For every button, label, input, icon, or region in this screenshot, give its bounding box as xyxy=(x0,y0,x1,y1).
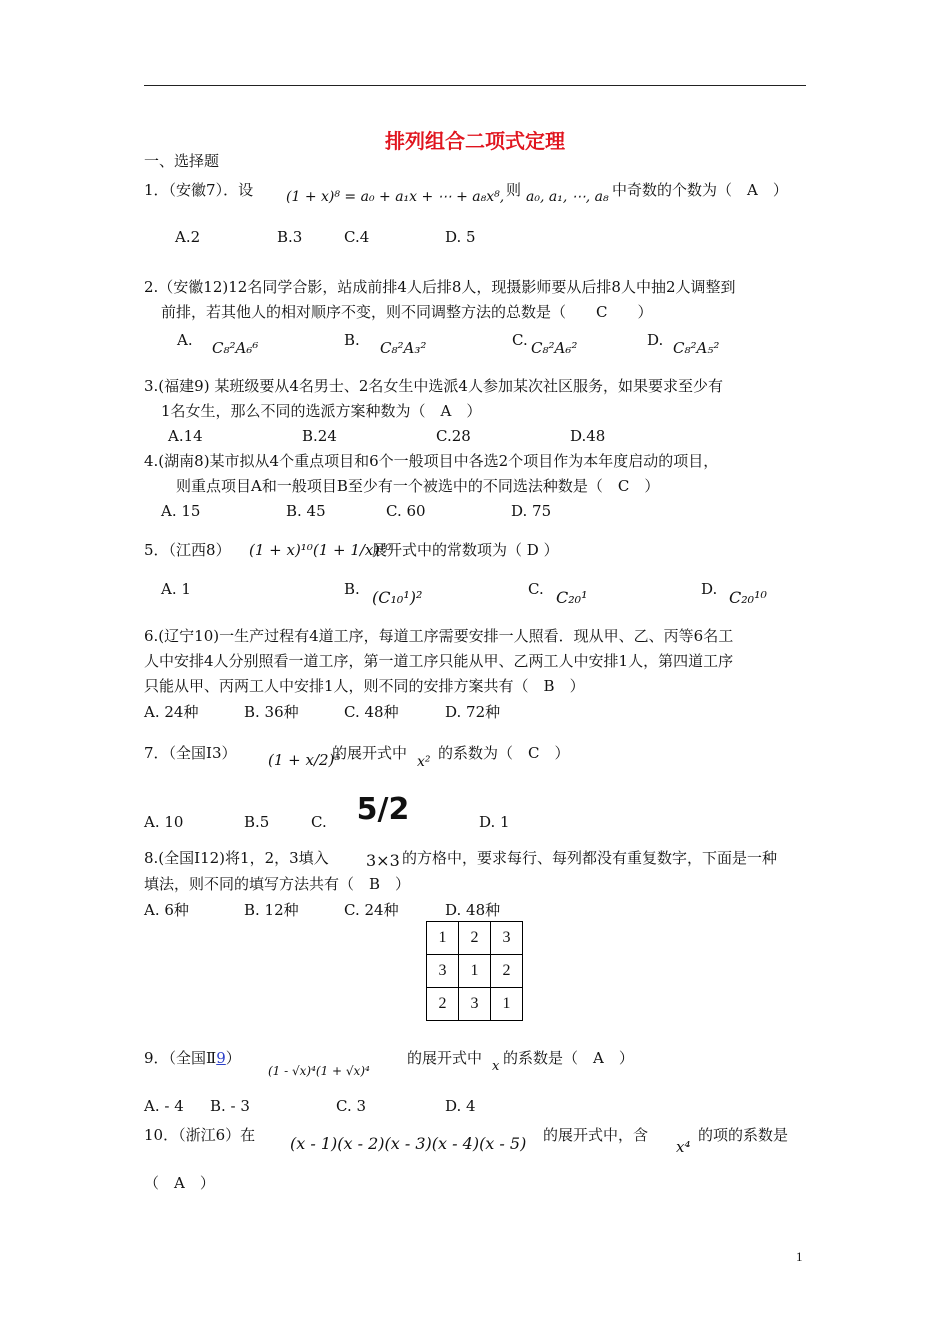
q3-option-a: A.14 xyxy=(168,427,203,445)
q4-option-d: D. 75 xyxy=(511,502,552,520)
q1-option-a: A.2 xyxy=(175,228,201,246)
q7-term: x² xyxy=(417,754,431,770)
q8-line-2: 填法，则不同的填写方法共有（ B ） xyxy=(144,875,411,893)
q6-line-2: 人中安排4人分别照看一道工序，第一道工序只能从甲、乙两工人中安排1人，第四道工序 xyxy=(144,652,734,670)
grid-cell: 1 xyxy=(427,922,459,955)
q5-option-c-formula: C₂₀¹ xyxy=(556,588,588,607)
q2-option-d-formula: C₈²A₅² xyxy=(673,339,720,357)
q6-option-a: A. 24种 xyxy=(144,703,199,721)
grid-row xyxy=(427,988,523,1021)
q5-option-b-label: B. xyxy=(344,580,360,598)
q2-option-a-formula: C₈²A₆⁶ xyxy=(212,339,259,357)
q7-prefix: 7．（全国Ⅰ3） xyxy=(144,744,237,762)
q10-suffix: 的项的系数是 xyxy=(698,1126,789,1144)
grid-cell: 2 xyxy=(491,955,523,988)
q10-answer: （ A ） xyxy=(144,1174,215,1192)
q10-term: x⁴ xyxy=(676,1138,691,1156)
q7-option-c: C. xyxy=(311,813,327,831)
q7-option-a: A. 10 xyxy=(144,813,184,831)
q7-mid: 的展开式中 xyxy=(332,744,408,762)
q8-grid-size: 3×3 xyxy=(366,851,400,870)
q1-sequence: a₀, a₁, ⋯, a₈ xyxy=(526,189,609,205)
header-rule xyxy=(144,85,806,86)
q6-option-d: D. 72种 xyxy=(445,703,501,721)
q9-term: x xyxy=(492,1059,500,1074)
q6-option-c: C. 48种 xyxy=(344,703,399,721)
q8-option-b: B. 12种 xyxy=(244,901,299,919)
q3-option-b: B.24 xyxy=(302,427,337,445)
grid-cell: 2 xyxy=(427,988,459,1021)
q8-line-1c: 的方格中，要求每行、每列都没有重复数字，下面是一种 xyxy=(402,849,778,867)
q9-option-b: B. - 3 xyxy=(210,1097,250,1115)
q4-line-1: 4.(湖南8)某市拟从4个重点项目和6个一般项目中各选2个项目作为本年度启动的项目， xyxy=(144,452,719,470)
q1-prefix: 1．（安徽7）．设 xyxy=(144,181,254,199)
q8-option-d: D. 48种 xyxy=(445,901,501,919)
q3-line-1: 3.(福建9) 某班级要从4名男士、2名女生中选派4人参加某次社区服务，如果要求至少有 xyxy=(144,377,723,395)
q8-fill-grid xyxy=(426,921,523,1021)
page-number: 1 xyxy=(796,1249,803,1264)
q3-option-c: C.28 xyxy=(436,427,471,445)
q5-prefix: 5．（江西8） xyxy=(144,541,231,559)
q8-option-a: A. 6种 xyxy=(144,901,189,919)
grid-cell: 3 xyxy=(427,955,459,988)
q6-option-b: B. 36种 xyxy=(244,703,299,721)
q2-option-b-label: B. xyxy=(344,331,360,349)
q1-option-b: B.3 xyxy=(277,228,303,246)
q7-option-c-fraction: 5/2 xyxy=(356,792,410,827)
q9-option-d: D. 4 xyxy=(445,1097,476,1115)
q2-option-c-label: C. xyxy=(512,331,528,349)
q8-line-1a: 8.(全国Ⅰ12)将1，2，3填入 xyxy=(144,849,329,867)
q1-option-c: C.4 xyxy=(344,228,370,246)
q2-option-b-formula: C₈²A₃² xyxy=(380,339,427,357)
q9-prefix: 9．（全国Ⅱ xyxy=(144,1049,217,1067)
q7-option-b: B.5 xyxy=(244,813,270,831)
grid-cell: 3 xyxy=(491,922,523,955)
q9-source-link[interactable]: 9 xyxy=(216,1049,226,1067)
grid-row xyxy=(427,922,523,955)
q2-option-a-label: A. xyxy=(177,331,193,349)
q9-mid: 的展开式中 xyxy=(407,1049,483,1067)
q1-expression: (1 + x)⁸ = a₀ + a₁x + ⋯ + a₈x⁸, xyxy=(286,189,505,205)
section-heading: 一、选择题 xyxy=(144,152,220,170)
q7-option-d: D. 1 xyxy=(479,813,510,831)
q2-line-1: 2.（安徽12)12名同学合影，站成前排4人后排8人，现摄影师要从后排8人中抽2人调整到 xyxy=(144,278,736,296)
q1-suffix: 中奇数的个数为（ A ） xyxy=(612,181,788,199)
q1-option-d: D. 5 xyxy=(445,228,476,246)
grid-cell: 3 xyxy=(459,988,491,1021)
q5-option-c-label: C. xyxy=(528,580,544,598)
q2-option-c-formula: C₈²A₆² xyxy=(531,339,578,357)
page-title: 排列组合二项式定理 xyxy=(385,129,565,153)
q4-option-b: B. 45 xyxy=(286,502,326,520)
q10-prefix: 10．（浙江6）在 xyxy=(144,1126,256,1144)
q4-option-c: C. 60 xyxy=(386,502,426,520)
q3-line-2: 1名女生，那么不同的选派方案种数为（ A ） xyxy=(161,402,482,420)
q1-mid: 则 xyxy=(506,181,522,199)
q5-option-d-label: D. xyxy=(701,580,718,598)
q6-line-3: 只能从甲、丙两工人中安排1人，则不同的安排方案共有（ B ） xyxy=(144,677,585,695)
q9-expression: (1 - √x)⁴(1 + √x)⁴ xyxy=(268,1064,370,1078)
grid-cell: 1 xyxy=(491,988,523,1021)
q10-mid: 的展开式中，含 xyxy=(543,1126,649,1144)
q9-close: ） xyxy=(225,1049,241,1067)
grid-row xyxy=(427,955,523,988)
grid-cell: 1 xyxy=(459,955,491,988)
q5-expression: (1 + x)¹⁰(1 + 1/x)¹⁰ xyxy=(249,541,392,559)
q5-option-b-formula: (C₁₀¹)² xyxy=(372,588,423,607)
q5-option-d-formula: C₂₀¹⁰ xyxy=(729,588,767,607)
q7-suffix: 的系数为（ C ） xyxy=(438,744,570,762)
q6-line-1: 6.(辽宁10)一生产过程有4道工序，每道工序需要安排一人照看．现从甲、乙、丙等6名工 xyxy=(144,627,734,645)
grid-cell: 2 xyxy=(459,922,491,955)
q5-option-a: A. 1 xyxy=(161,580,191,598)
q7-expression: (1 + x/2)⁵ xyxy=(268,751,341,769)
q4-line-2: 则重点项目A和一般项目B至少有一个被选中的不同选法种数是（ C ） xyxy=(176,477,660,495)
q2-line-2: 前排，若其他人的相对顺序不变，则不同调整方法的总数是（ C ） xyxy=(161,303,653,321)
q2-option-d-label: D. xyxy=(647,331,664,349)
q9-option-a: A. - 4 xyxy=(144,1097,184,1115)
q9-option-c: C. 3 xyxy=(336,1097,367,1115)
q5-suffix: 展开式中的常数项为（ D ） xyxy=(372,541,559,559)
q8-option-c: C. 24种 xyxy=(344,901,399,919)
q4-option-a: A. 15 xyxy=(161,502,201,520)
q3-option-d: D.48 xyxy=(570,427,606,445)
q9-suffix: 的系数是（ A ） xyxy=(503,1049,634,1067)
q10-expression: (x - 1)(x - 2)(x - 3)(x - 4)(x - 5) xyxy=(290,1134,527,1153)
